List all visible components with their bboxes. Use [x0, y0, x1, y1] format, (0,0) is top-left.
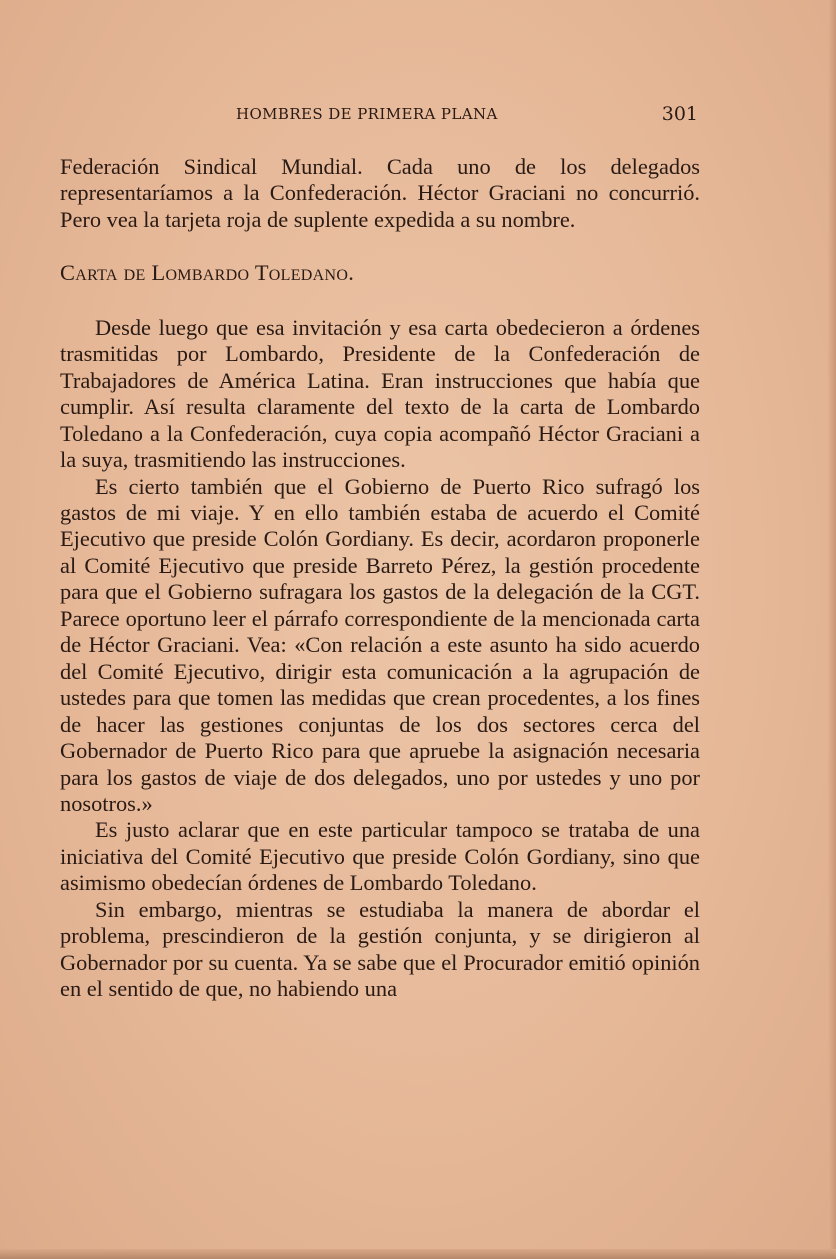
- paragraph: Es cierto también que el Gobierno de Puerto Rico sufragó los gastos de mi viaje. Y en ello también estaba de acuerdo el Comité Ejecutivo que preside Colón Gordiany. Es decir, acordaron proponerle al Comité Ejecutivo que preside Barreto Pérez, la gestión procedente para que el Gobierno sufragara los gastos de la delegación de la CGT. Parece oportuno leer el párrafo correspondiente de la mencionada carta de Héctor Graciani. Vea: «Con relación a este asunto ha sido acuerdo del Comité Ejecutivo, dirigir esta comunicación a la agrupación de ustedes para que tomen las medidas que crean procedentes, a los fines de hacer las gestiones conjuntas de los dos sectores cerca del Gobernador de Puerto Rico para que apruebe la asignación necesaria para los gastos de viaje de dos delegados, uno por ustedes y uno por nosotros.»: [60, 473, 700, 816]
- running-header: [60, 103, 700, 129]
- continuation-paragraph: Federación Sindical Mundial. Cada uno de los delegados representaríamos a la Confederación. Héctor Graciani no concurrió. Pero vea la tarjeta roja de suplente expedida a su nombre.: [60, 154, 700, 232]
- page-bottom-edge: [0, 1249, 836, 1259]
- paragraph: Desde luego que esa invitación y esa carta obedecieron a órdenes trasmitidas por Lombardo, Presidente de la Confederación de Trabajadores de América Latina. Eran instrucciones que había que cumplir. Así resulta claramente del texto de la carta de Lombardo Toledano a la Confederación, cuya copia acompañó Héctor Graciani a la suya, trasmitiendo las instrucciones.: [60, 314, 700, 473]
- page-number: 301: [661, 103, 698, 125]
- running-title: HOMBRES DE PRIMERA PLANA: [236, 105, 498, 123]
- paragraph: Es justo aclarar que en este particular tampoco se trataba de una iniciativa del Comité Ejecutivo que preside Colón Gordiany, sino que asimismo obedecían órdenes de Lombardo Toledano.: [60, 817, 700, 896]
- paragraph: Sin embargo, mientras se estudiaba la manera de abordar el problema, prescindieron de la gestión conjunta, y se dirigieron al Gobernador por su cuenta. Ya se sabe que el Procurador emitió opinión en el sentido de que, no habiendo una: [60, 896, 700, 1002]
- body-text: [60, 154, 700, 1003]
- page-edge-shadow: [828, 0, 836, 1259]
- section-title: Carta de Lombardo Toledano.: [60, 260, 355, 286]
